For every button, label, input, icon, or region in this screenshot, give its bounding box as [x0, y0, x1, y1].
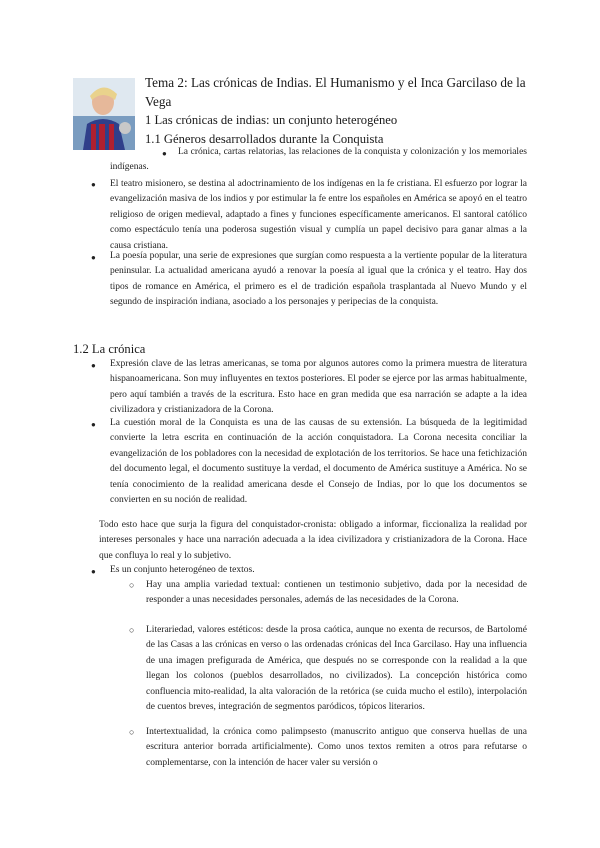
bullet-icon: ● [162, 149, 167, 158]
circle-bullet-icon: ○ [129, 580, 135, 590]
photo-image [73, 78, 135, 150]
list-item-poesia: La poesía popular, una serie de expresiones que surgían como respuesta a la vertiente popular de la literatura peninsular. La actualidad americana ayudó a renovar la poesía al igual que la crónica y el teatro. Hay dos tipos de romance en América, el primero es el de tradición española trasplantada al Nuevo Mundo y el segundo de inspiración indiana, asociado a los personajes y peripecias de la conquista. [110, 251, 527, 308]
bullet-icon: ● [91, 253, 96, 262]
list-item-cuestion-moral: La cuestión moral de la Conquista es una de las causas de su extensión. La búsqueda de la legitimidad convierte la letra escrita en continuación de la acción conquistadora. La Corona necesita conciliar la evangelización de los pobladores con la necesidad de explotación de los territorios. Se hace una fetichización del documento legal, el documento sustituye la verdad, el documento de América sustituye a América. No se tenía conocimiento de la realidad americana desde el Consejo de Indias, por lo que los documentos se convierten en su noción de realidad. [110, 418, 527, 506]
list-item-expresion: Expresión clave de las letras americanas, se toma por algunos autores como la primera muestra de literatura hispanoamericana. Son muy influyentes en textos posteriores. El poder se ejerce por las armas habitualmente, pero aquí también a través de la escritura. Esto hace en gran medida que esa narración se adapte a la idea civilizadora y cristianizadora de la Corona. [110, 359, 527, 416]
bullet-icon: ● [91, 567, 96, 576]
list-item-heterogeneo: Es un conjunto heterogéneo de textos. [110, 565, 255, 575]
list-item-teatro: El teatro misionero, se destina al adoctrinamiento de los indígenas en la fe cristiana. El esfuerzo por lograr la evangelización masiva de los indios y por estimular la fe entre los españoles en América se apoyó en el teatro religioso de origen medieval, adaptado a fines y funciones específicamente americanos. El santoral católico como espectáculo tenía una poderosa sugestión visual y cumplía un papel decisivo para ganar almas a la causa cristiana. [110, 179, 527, 251]
heading-1-1: 1.1 Géneros desarrollados durante la Conquista [145, 132, 384, 146]
circle-bullet-icon: ○ [129, 727, 135, 737]
heading-1-2: 1.2 La crónica [73, 342, 146, 356]
bullet-icon: ● [91, 361, 96, 370]
bullet-icon: ● [91, 180, 96, 189]
sublist-item-literariedad: Literariedad, valores estéticos: desde la prosa caótica, aunque no exenta de recursos, de Bartolomé de las Casas a las crónicas en verso o las ordenadas crónicas del Inca Garcilaso. Hay una influencia de una imagen prefigurada de América, que después no se corresponde con la realidad a la que llegan los colonos (pueblos desarrollados, no civilizados). La concepción histórica como confluencia mito-realidad, la alta valoración de la retórica (se cuida mucho el estilo), interpolación de cuentos breves, integración de segmentos paródicos, tópicos literarios. [146, 625, 527, 713]
document-title: Tema 2: Las crónicas de Indias. El Humanismo y el Inca Garcilaso de la Vega [145, 75, 526, 109]
list-item-cronica: La crónica, cartas relatorias, las relaciones de la conquista y colonización y los memoriales indígenas. [110, 147, 527, 173]
sublist-item-intertextualidad: Intertextualidad, la crónica como palimpsesto (manuscrito antiguo que conserva huellas de una escritura anterior borrada artificialmente). Como unos textos remiten a otros para refutarse o complementarse, con la intención de hacer valer su versión o [146, 727, 527, 768]
sublist-item-variedad: Hay una amplia variedad textual: contienen un testimonio subjetivo, dada por la necesidad de responder a unas necesidades personales, además de las necesidades de la Corona. [146, 580, 527, 606]
header-photo [73, 78, 135, 150]
paragraph-conquistador-cronista: Todo esto hace que surja la figura del conquistador-cronista: obligado a informar, ficcionaliza la realidad por intereses personales y hace una narración adecuada a la idea civilizadora y cristianizadora de la Corona. Hace que confluya lo real y lo subjetivo. [99, 520, 527, 561]
heading-1: 1 Las crónicas de indias: un conjunto heterogéneo [145, 113, 398, 127]
bullet-icon: ● [91, 420, 96, 429]
circle-bullet-icon: ○ [129, 625, 135, 635]
